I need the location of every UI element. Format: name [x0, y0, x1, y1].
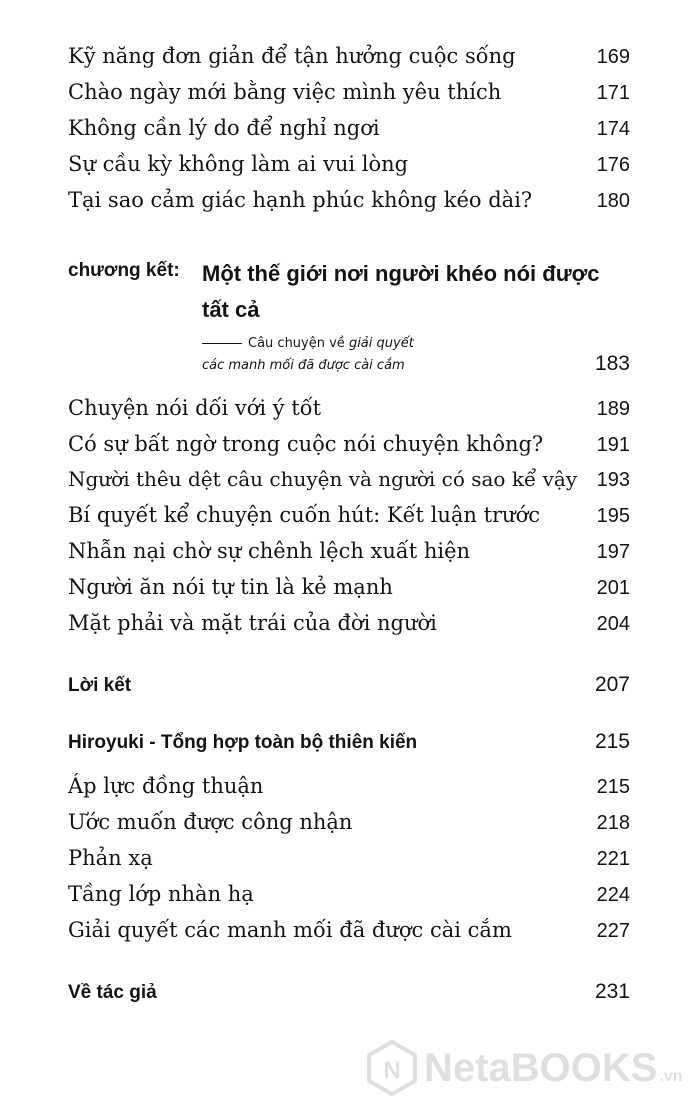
toc-entry-page: 221 [596, 848, 630, 870]
toc-entry-page: 204 [596, 613, 630, 635]
toc-entry-title: Chào ngày mới bằng việc mình yêu thích [68, 80, 502, 104]
toc-entry[interactable] [68, 396, 630, 421]
toc-entry-page: 224 [596, 884, 630, 906]
toc-entry-page: 207 [594, 673, 630, 696]
chapter-title[interactable]: Một thế giới nơi người khéo nói được tất cả [202, 261, 600, 322]
netabooks-logo-icon [366, 1040, 418, 1096]
toc-entry-page: 193 [596, 469, 630, 491]
watermark-brand: NetaBOOKS [424, 1045, 658, 1090]
toc-entry[interactable] [68, 918, 630, 943]
toc-entry[interactable] [68, 432, 630, 457]
toc-entry[interactable] [68, 152, 630, 177]
toc-entry-title: Hiroyuki - Tổng hợp toàn bộ thiên kiến [68, 732, 418, 753]
toc-entry-page: 231 [594, 980, 630, 1003]
toc-entry-title: Lời kết [68, 675, 132, 696]
toc-entry[interactable] [68, 116, 630, 141]
toc-entry-title: Có sự bất ngờ trong cuộc nói chuyện không? [68, 432, 544, 456]
toc-entry[interactable] [68, 882, 630, 907]
toc-entry-title: Tại sao cảm giác hạnh phúc không kéo dài? [68, 188, 533, 212]
toc-entry-page: 201 [596, 577, 630, 599]
toc-entry-title: Mặt phải và mặt trái của đời người [68, 611, 437, 635]
toc-entry[interactable] [68, 44, 630, 69]
toc-entry-page: 169 [596, 46, 630, 68]
toc-entry-title: Người ăn nói tự tin là kẻ mạnh [68, 575, 393, 599]
toc-entry-page: 195 [596, 505, 630, 527]
toc-entry-page: 174 [596, 118, 630, 140]
toc-entry-title: Về tác giả [68, 982, 157, 1003]
chapter-label: chương kết: [68, 260, 180, 281]
chapter-subtitle [202, 333, 414, 377]
chapter-subtitle-text: Câu chuyện về [248, 336, 349, 351]
toc-entry-title: Giải quyết các manh mối đã được cài cắm [68, 918, 512, 942]
toc-entry[interactable] [68, 539, 630, 564]
toc-entry-page: 197 [596, 541, 630, 563]
chapter-subtitle-line2: các manh mối đã được cài cắm [202, 358, 405, 373]
toc-entry[interactable] [68, 80, 630, 105]
toc-entry-title: Chuyện nói dối với ý tốt [68, 396, 322, 420]
toc-entry[interactable] [68, 846, 630, 871]
toc-entry[interactable] [68, 503, 630, 528]
toc-entry-title: Người thêu dệt câu chuyện và người có sao kể vậy [68, 467, 578, 491]
toc-entry-page: 176 [596, 154, 630, 176]
toc-entry[interactable] [68, 575, 630, 600]
toc-entry-page: 191 [596, 434, 630, 456]
toc-entry-epilogue[interactable] [68, 673, 630, 697]
toc-entry-page: 227 [596, 920, 630, 942]
toc-entry-author[interactable] [68, 980, 630, 1004]
toc-entry-title: Kỹ năng đơn giản để tận hưởng cuộc sống [68, 44, 516, 68]
watermark-suffix: .vn [659, 1068, 683, 1085]
chapter-page-number: 183 [594, 352, 630, 375]
dash-divider [202, 343, 242, 344]
toc-entry-title: Áp lực đồng thuận [68, 774, 264, 798]
toc-entry-title: Không cần lý do để nghỉ ngơi [68, 116, 380, 140]
toc-entry[interactable] [68, 188, 630, 213]
toc-entry-page: 180 [596, 190, 630, 212]
toc-entry-title: Tầng lớp nhàn hạ [68, 882, 254, 906]
toc-entry-page: 218 [596, 812, 630, 834]
toc-entry-title: Bí quyết kể chuyện cuốn hút: Kết luận trước [68, 503, 540, 527]
svg-text:N: N [383, 1057, 401, 1084]
toc-entry-title: Ước muốn được công nhận [68, 810, 353, 834]
toc-entry-page: 215 [596, 776, 630, 798]
toc-entry-title: Phản xạ [68, 846, 153, 870]
toc-entry[interactable] [68, 774, 630, 799]
toc-entry[interactable] [68, 611, 630, 636]
toc-entry[interactable] [68, 810, 630, 835]
toc-entry-title: Nhẫn nại chờ sự chênh lệch xuất hiện [68, 539, 471, 563]
toc-entry-appendix[interactable] [68, 730, 630, 754]
chapter-subtitle-italic: giải quyết [348, 336, 414, 351]
toc-entry[interactable] [68, 467, 630, 492]
watermark [366, 1040, 683, 1096]
toc-entry-page: 215 [594, 730, 630, 753]
toc-entry-page: 189 [596, 398, 630, 420]
toc-entry-title: Sự cầu kỳ không làm ai vui lòng [68, 152, 409, 176]
toc-entry-page: 171 [596, 82, 630, 104]
